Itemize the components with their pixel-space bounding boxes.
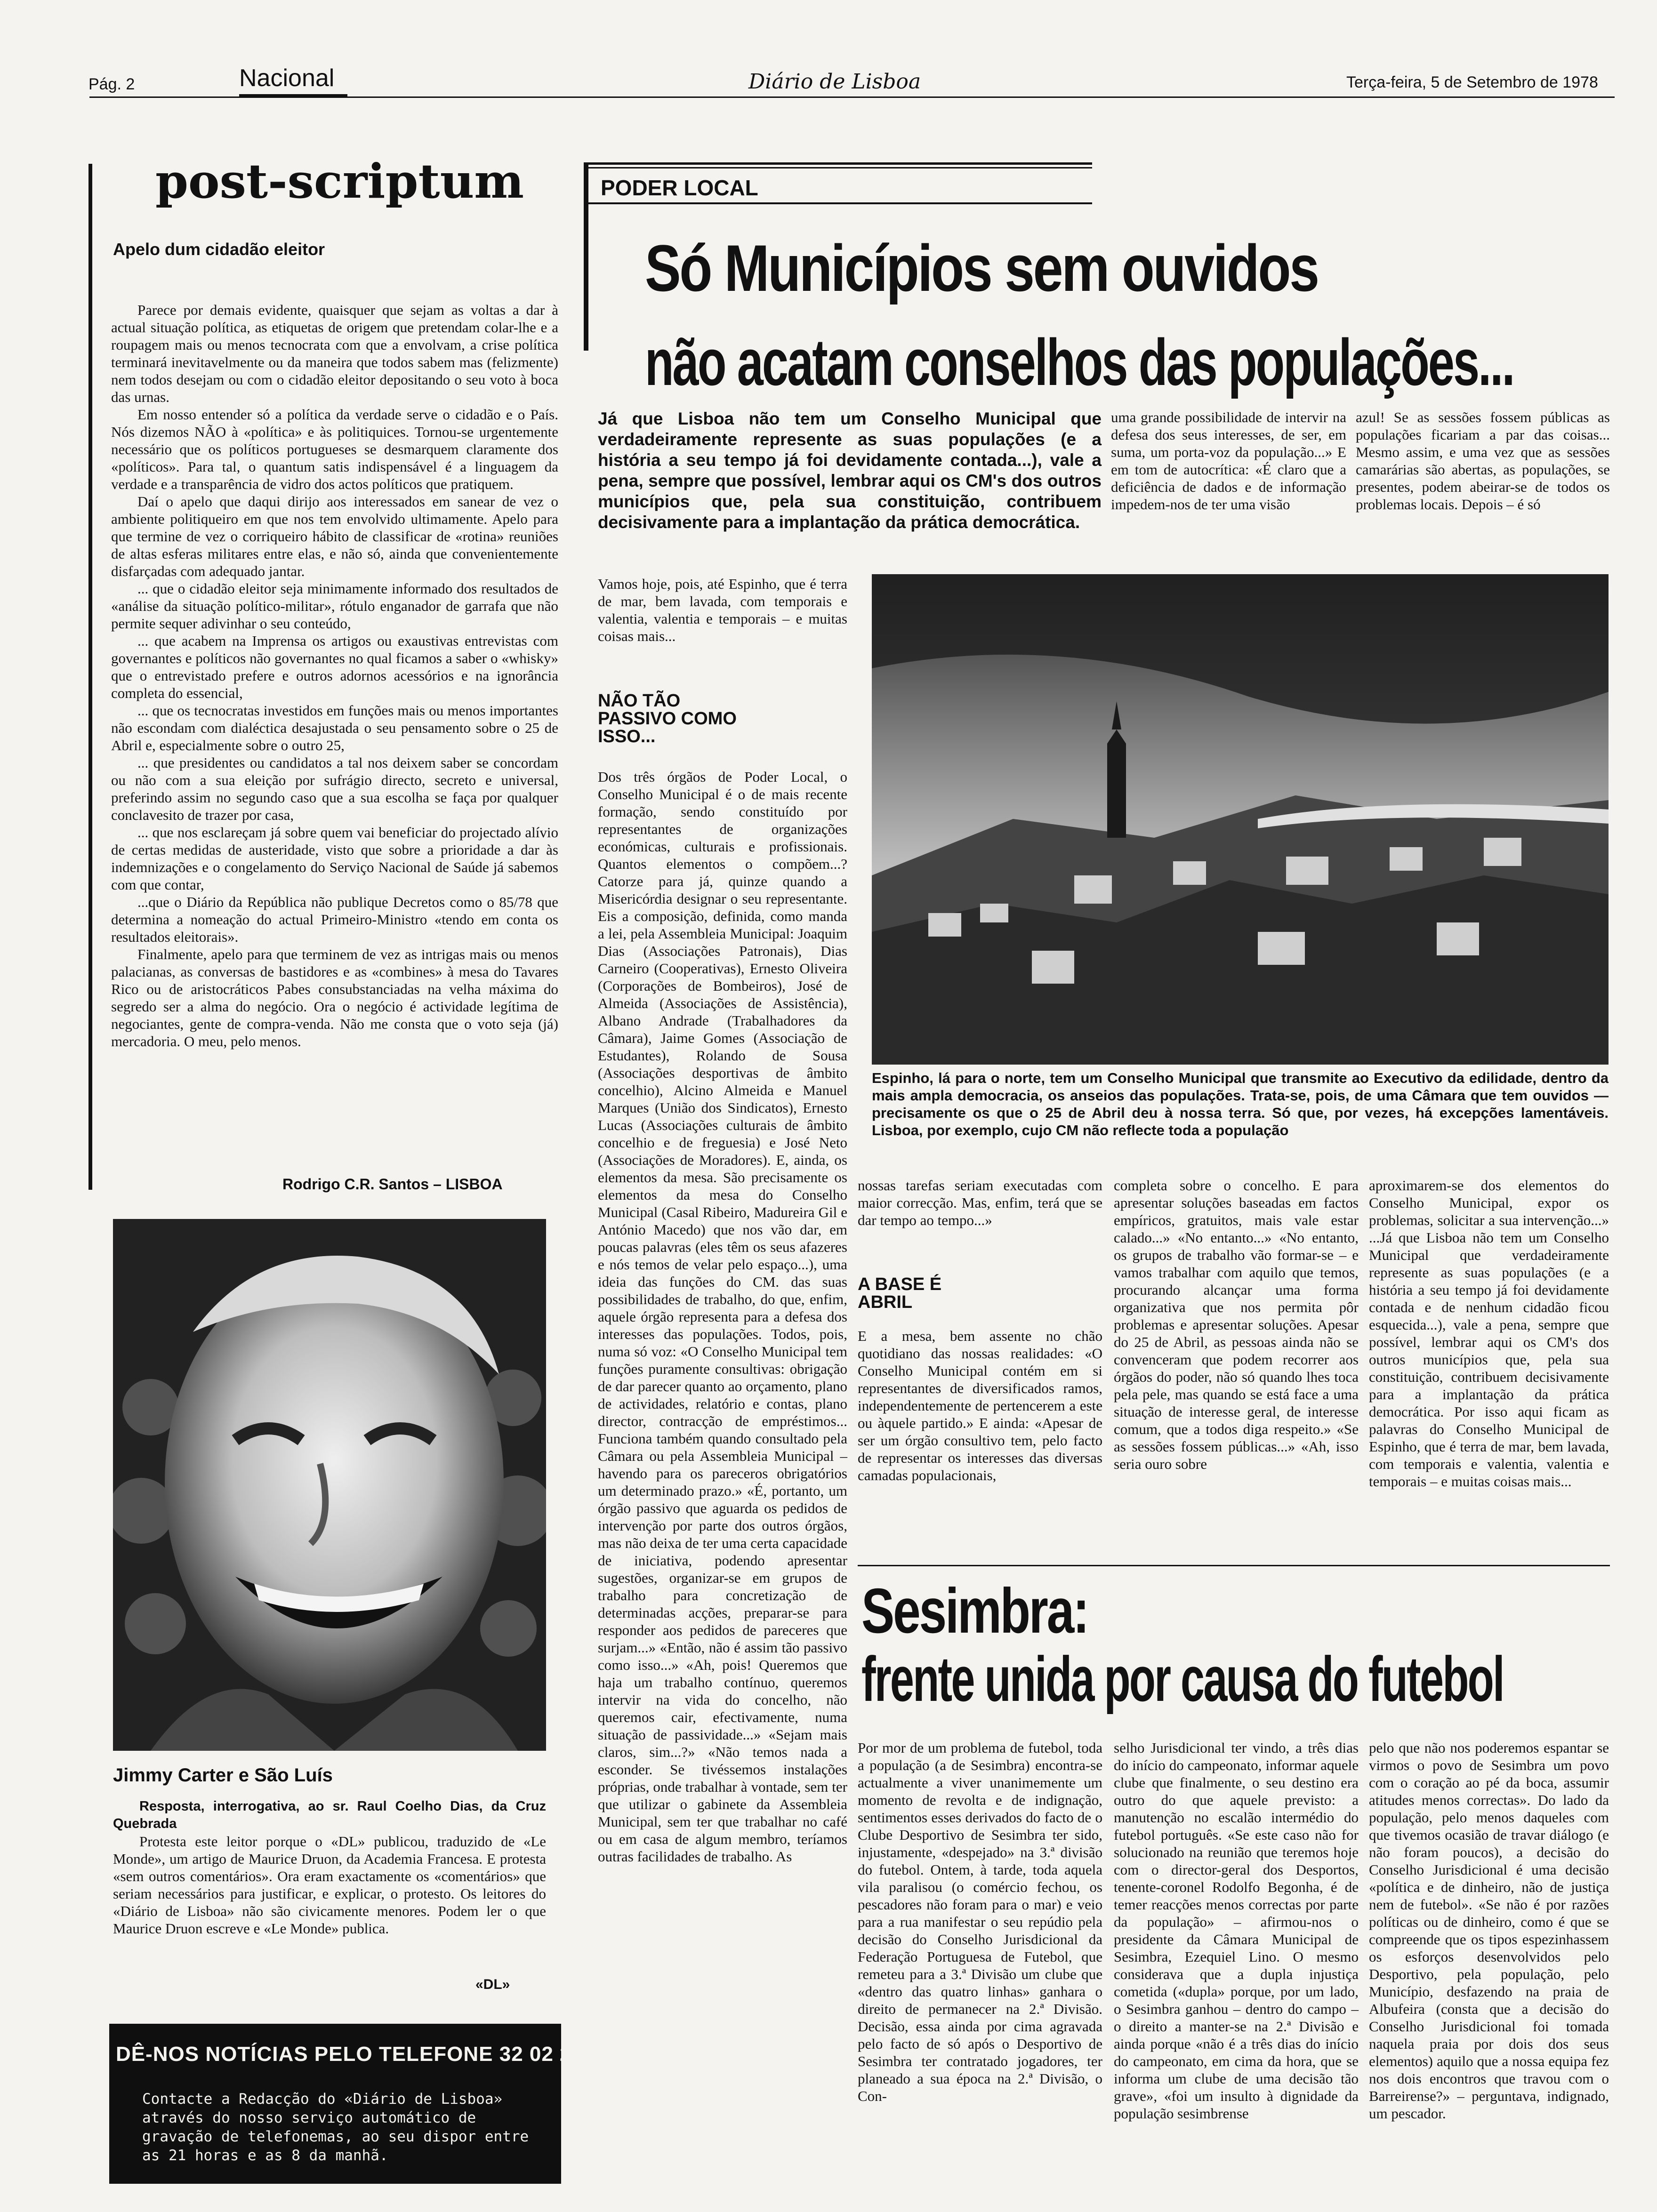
phone-box-body: Contacte a Redacção do «Diário de Lisboa» através do nosso serviço automático de gravação de telefonemas, ao seu dispor entre as 21 horas e as 8 da manhã.: [142, 2091, 529, 2164]
espinho-caption: Espinho, lá para o norte, tem um Conselho Municipal que transmite ao Executivo da edilidade, dentro da mais ampla democracia, os anseios das populações. Trata-se, pois, de uma Câmara que tem ouvidos — precisamente os que o 25 de Abril deu à nossa terra. Só que, por vezes, há excepções lamentáveis. Lisboa, por exemplo, cujo CM não reflecte toda a população: [872, 1070, 1609, 1138]
main-top-col3: uma grande possibilidade de intervir na defesa dos seus interesses, de ser, em suma, um porta-voz da população...» E em tom de autocrítica: «É claro que a deficiência de dados e de informação impedem-nos de ter uma visão: [1111, 409, 1346, 513]
sesimbra-col3: pelo que não nos poderemos espantar se virmos o povo de Sesimbra um povo com o coração ao pé da boca, assumir atitudes menos correctas». Do lado da população, pelo menos daqueles com que tivemos ocasião de travar diálogo (e não foram poucos), a decisão do Conselho Jurisdicional é uma decisão «política e de dinheiro, não de justiça nem de futebol». «Se não é por razões políticas ou de dinheiro, como é que se compreende que os tipos espezinhassem os esforços desenvolvidos pelo Desportivo, pela população, pelo Município, desfazendo na praia de Albufeira (consta que a decisão do Conselho Jurisdicional foi tomada naquela praia por dois dos seus elementos) aquilo que a nossa equipa fez nos dois encontros que travou com o Barreirense?» – perguntava, indignado, um pescador.: [1369, 1739, 1609, 2122]
kicker-rule-left: [584, 162, 588, 351]
carter-signature: «DL»: [475, 1977, 510, 1992]
main-col2: E a mesa, bem assente no chão quotidiano das nossas realidades: «O Conselho Municipal contém em si representantes de diversificados ramos, independentemente de pertencerem a este ou àquele partido.» E ainda: «Apesar de ser um órgão consultivo tem, pelo facto de representar os interesses das diversas camadas populacionais,: [858, 1328, 1102, 1483]
sesimbra-col2: selho Jurisdicional ter vindo, a três dias do início do campeonato, informar aquele clube que finalmente, o seu destino era outro do que aquele previsto: a manutenção no escalão intermédio do futebol português. «Se este caso não for solucionado na reunião que teremos hoje com o director-geral dos Desportos, tenente-coronel Rodolfo Begonha, é de temer reacções menos correctas por parte da população» – afirmou-nos o presidente da Câmara Municipal de Sesimbra, Ezequiel Lino. O mesmo considerava que a dupla injustiça cometida («dupla» porque, por um lado, o Sesimbra ganhou – dentro do campo – o direito a manter-se na 2.ª Divisão e ainda porque «não é a três dias do início do campeonato, em cima da hora, que se informa um clube de uma decisão tão grave», «foi um insulto à dignidade da população sesimbrense: [1114, 1739, 1359, 2122]
header-rule: [89, 96, 1615, 98]
main-col3: completa sobre o concelho. E para apresentar soluções baseadas em factos empíricos, gratuitos, mais vale estar calado...» «No entanto...» «No entanto, os grupos de trabalho vão formar-se – e vamos trabalhar com aquilo que temos, procurando alcançar uma forma organizativa que nos permita pôr problemas e apresentar soluções. Apesar do 25 de Abril, as pessoas ainda não se convenceram que podem recorrer aos órgãos do poder, não só quando lhes toca pela pele, mas quando se está face a uma situação de interesse geral, de interesse comum, que a todos diga respeito.» «Se as sessões fossem públicas...» «Ah, isso seria ouro sobre: [1114, 1177, 1359, 1472]
subhead-nao-tao-passivo: NÃO TÃO PASSIVO COMO ISSO...: [598, 691, 737, 746]
carter-intro: Resposta, interrogativa, ao sr. Raul Coelho Dias, da Cruz Quebrada: [113, 1799, 546, 1831]
carter-portrait-image: [113, 1219, 546, 1751]
espinho-photo: [872, 574, 1609, 1065]
kicker-rule-top: [584, 162, 1092, 165]
main-col4: aproximarem-se dos elementos do Conselho Municipal, expor os problemas, solicitar a sua intervenção...» ...Já que Lisboa não tem um Conselho Municipal que verdadeiramente represente as suas populações (e a história a seu tempo já foi devidamente contada e de nenhum cidadão ficou esquecida...), vale a pena, sempre que possível, lembrar aqui os CM's dos outros municípios que, pela sua constituição, contribuem decisivamente para a implantação da prática democrática. Por isso aqui ficam as palavras do Conselho Municipal de Espinho, que é terra de mar, bem lavada, com temporais e valentia, valentia e temporais – e muitas coisas mais...: [1369, 1177, 1609, 1490]
sesimbra-headline-1: Sesimbra:: [861, 1575, 1088, 1646]
postscriptum-subhead: Apelo dum cidadão eleitor: [113, 240, 325, 259]
main-top-col4: azul! Se as sessões fossem públicas as populações ficariam a par das coisas... Mesmo assim, e uma vez que as sessões camarárias são abertas, as populações, se presentes, podem abeirar-se de todos os problemas locais. Depois – é só: [1356, 409, 1610, 513]
masthead: Diário de Lisboa: [748, 70, 921, 94]
sesimbra-rule: [858, 1565, 1610, 1566]
sesimbra-col1: Por mor de um problema de futebol, toda a população (a de Sesimbra) encontra-se actualmente a viver unanimemente um momento de revolta e de indignação, sentimentos esses derivados do facto de o Clube Desportivo de Sesimbra ter sido, injustamente, «despejado» na 3.ª divisão do futebol. Ontem, à tarde, toda aquela vila paralisou (o comércio fechou, os pescadores não foram para o mar) e veio para a rua manifestar o seu repúdio pela decisão do Conselho Jurisdicional da Federação Portuguesa de Futebol, que remeteu para a 3.ª Divisão um clube que «dentro das quatro linhas» ganhara o direito de permanecer na 2.ª Divisão. Decisão, essa ainda por cima agravada pelo facto de só após o Desportivo de Sesimbra ter contratado jogadores, ter planeado a sua época na 2.ª Divisão, o Con-: [858, 1739, 1102, 2104]
carter-text: Protesta este leitor porque o «DL» publicou, traduzido de «Le Monde», um artigo de Maurice Druon, da Academia Francesa. E protesta «sem outros comentários». Ora eram exactamente os «comentários» que seriam necessários para justificar, e explicar, o protesto. Os leitores do «Diário de Lisboa» não são civicamente menores. Podem ler o que Maurice Druon escreve e «Le Monde» publica.: [113, 1833, 546, 1937]
main-headline-2: não acatam conselhos das populações...: [645, 325, 1514, 399]
postscriptum-title: post-scriptum: [155, 153, 524, 209]
main-lead: Já que Lisboa não tem um Conselho Municipal que verdadeiramente represente as suas populações (e a história a seu tempo já foi devidamente contada...), vale a pena, sempre que possível, lembrar aqui os CM's dos outros municípios que, pela sua constituição, contribuem decisivamente para a implantação da prática democrática.: [598, 409, 1102, 532]
postscriptum-signature: Rodrigo C.R. Santos – LISBOA: [282, 1176, 503, 1193]
espinho-cityscape-image: [872, 574, 1609, 1065]
phone-box: [109, 2024, 584, 2184]
main-col1-intro: Vamos hoje, pois, até Espinho, que é terra de mar, bem lavada, com temporais e valentia, valentia e temporais – e muitas coisas mais...: [598, 576, 847, 644]
kicker-rule-top2: [584, 167, 1092, 168]
left-column-bar: [88, 164, 92, 1190]
main-col1: Dos três órgãos de Poder Local, o Conselho Municipal é o de mais recente formação, sendo constituído por representantes de organizações económicas, culturais e profissionais. Quantos elementos o compõem...? Catorze para já, quinze quando a Misericórdia designar o seu representante. Eis a composição, definida, como manda a lei, pela Assembleia Municipal: Joaquim Dias (Associações Patronais), Dias Carneiro (Cooperativas), Ernesto Oliveira (Corporações de Bombeiros), José de Almeida (Associações de Assistência), Albano Andrade (Trabalhadores da Câmara), Jaime Gomes (Associação de Estudantes), Rolando de Sousa (Associações desportivas de âmbito concelhio), Alcino Almeida e Manuel Marques (União dos Sindicatos), Ernesto Lucas (Associações culturais de âmbito concelhio e de freguesia) e José Neto (Associações de Moradores). E, ainda, os elementos da mesa. São precisamente os elementos da mesa do Conselho Municipal (Casal Ribeiro, Madureira Gil e António Macedo) que nos vão dar, em poucas palavras (eles têm os seus afazeres e nós temos de velar pelo espaço...), uma ideia das funções do CM. das suas possibilidades de trabalho, do que, enfim, aquele órgão representa para a defesa dos interesses das populações. Todos, pois, numa só voz: «O Conselho Municipal tem funções puramente consultivas: obrigação de dar parecer quanto ao orçamento, plano de actividades, relatório e contas, plano director, contracção de empréstimos... Funciona também quando consultado pela Câmara ou pela Assembleia Municipal – havendo para os pareceros obrigatórios um determinado prazo.» «É, portanto, um órgão passivo que aguarda os pedidos de intervenção por parte dos outros órgãos, mas não deixa de ter uma certa capacidade de iniciativa, podendo apresentar sugestões, organizar-se em grupos de trabalho para concretização de determinadas acções, preparar-se para responder aos pedidos de pareceres que surjam...» «Então, não é assim tão passivo como isso...» «Ah, pois! Queremos que haja um trabalho contínuo, queremos intervir na vida do concelho, não queremos cair, efectivamente, numa situação de passividade...» «Sejam mais claros, sim...?» «Não temos nada a esconder. Se tivéssemos instalações próprias, onde trabalhar à vontade, sem ter que utilizar o gabinete da Assembleia Municipal, sem ter que trabalhar no café ou em casa de algum membro, teríamos outras facilidades de trabalho. As: [598, 769, 847, 1865]
kicker-rule-bottom: [584, 202, 1092, 204]
page-number: Pág. 2: [88, 75, 135, 93]
postscriptum-body: Parece por demais evidente, quaisquer que sejam as voltas a dar à actual situação política, as etiquetas de origem que pretendam colar-lhe e a roupagem mais ou menos tecnocrata com que a envolvam, a crise política terminará inevitavelmente ou da maneira que todos sabem mas (felizmente) nem todos desejam ou com o cidadão eleitor depositando o seu voto à boca das urnas. Em nosso entender só a política da verdade serve o cidadão e o País. Nós dizemos NÃO à «política» e às politiquices. Tornou-se urgentemente necessário que os políticos portugueses se desmarquem claramente dos «políticos». Para tal, o quantum satis indispensável é a linguagem da verdade e a transparência de vidro dos actos políticos que pratiquem. Daí o apelo que daqui dirijo aos interessados em sanear de vez o ambiente politiqueiro em que nos tem envolvido ultimamente. Apelo para que termine de vez o corriqueiro hábito de classificar de «rotina» reuniões de altas esferas militares entre elas, e não só, ainda que convenientemente disfarçadas com adequado jantar. ... que o cidadão eleitor seja minimamente informado dos resultados de «análise da situação político-militar», rótulo enganador de garrafa que não permite sequer adivinhar o seu conteúdo, ... que acabem na Imprensa os artigos ou exaustivas entrevistas com governantes e políticos não governantes no qual ficamos a saber o «whisky» que o entrevistado prefere e outros adornos acessórios e na ignorância completa do essencial, ... que os tecnocratas investidos em funções mais ou menos importantes não escondam com dialéctica desajustada o seu pensamento sobre o 25 de Abril e, especialmente sobre o outro 25, ... que presidentes ou candidatos a tal nos deixem saber se concordam ou não com a sua eleição por sufrágio directo, secreto e universal, preferindo assim no segundo caso que a sua escolha se faça por qualquer conclavesito de trazer por casa, ... que nos esclareçam já sobre quem vai beneficiar do projectado alívio de certas medidas de austeridade, visto que sobre a prioridade a dar às indemnizações e o congelamento do Serviço Nacional de Saúde já sabemos com que contar, ...que o Diário da República não publique Decretos como o 85/78 que determina a nomeação do actual Primeiro-Ministro «tendo em conta os resultados eleitorais». Finalmente, apelo para que terminem de vez as intrigas mais ou menos palacianas, as conversas de bastidores e as «combines» à mesa do Tavares Rico ou de aristocráticos Pabes consubstanciadas na velha máxima do segredo ser a alma do negócio. Ora o negócio é actividade legítima de negociantes, gente de compra-venda. Não me consta que o voto seja (já) mercadoria. O meu, pelo menos.: [111, 302, 558, 1050]
subhead-a-base-e-abril: A BASE É ABRIL: [858, 1274, 942, 1312]
carter-body: [113, 1798, 546, 1937]
carter-photo: [113, 1219, 546, 1751]
kicker: PODER LOCAL: [601, 176, 758, 200]
page-date: Terça-feira, 5 de Setembro de 1978: [1346, 73, 1598, 91]
main-headline-1: Só Municípios sem ouvidos: [645, 231, 1318, 305]
main-col2-top: nossas tarefas seriam executadas com maior correcção. Mas, enfim, terá que se dar tempo ao tempo...»: [858, 1177, 1102, 1228]
sesimbra-headline-2: frente unida por causa do futebol: [861, 1643, 1504, 1715]
section-label: Nacional: [239, 64, 335, 92]
phone-box-title: DÊ-NOS NOTÍCIAS PELO TELEFONE 32 02 29: [116, 2043, 584, 2066]
carter-title: Jimmy Carter e São Luís: [113, 1765, 333, 1786]
